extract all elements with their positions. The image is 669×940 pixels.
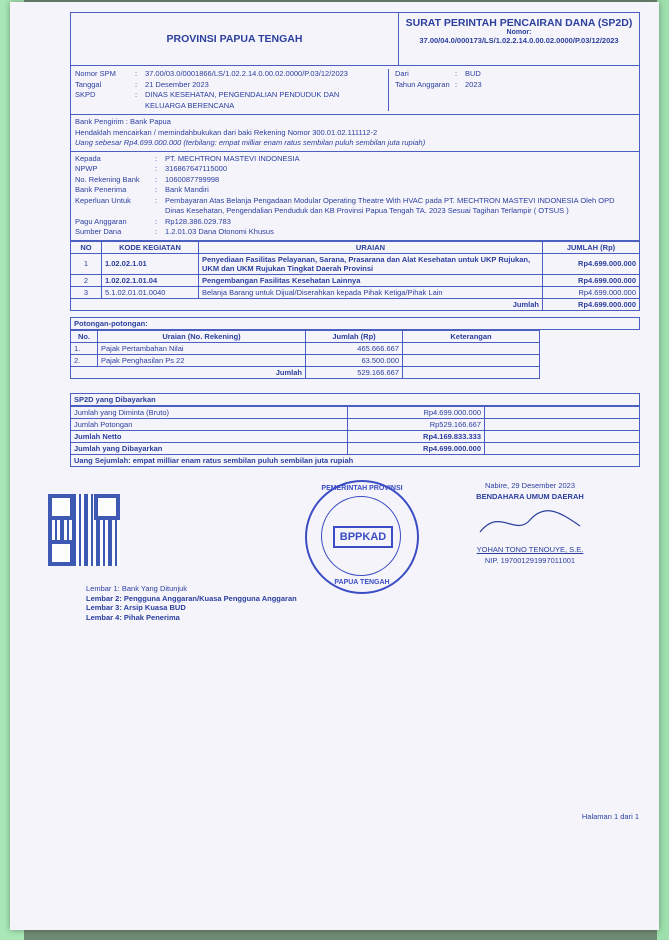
spm-label: Nomor SPM [75,69,116,78]
stamp-bottom-text: PAPUA TENGAH [334,579,390,586]
table-row [71,354,540,366]
table-row [71,274,640,286]
sp2d-title [70,393,640,406]
cell-value: Rp4.699.000.000 [348,442,485,454]
table-row [71,253,640,274]
header [70,12,640,66]
spm-number: 37.00/03.0/0001866/LS/1.02.2.14.0.00.02.0000/P.03/12/2023 [145,69,348,78]
potongan-title [70,317,640,330]
bank-penerima-value: Bank Mandiri [165,185,209,194]
cell-uraian: Pajak Penghasilan Ps 22 [98,354,306,366]
cell-empty [485,406,640,418]
cell-uraian: Pengembangan Fasilitas Kesehatan Lainnya [199,274,543,286]
lembar-list [86,584,297,622]
doc-number-label: Nomor: [506,29,532,36]
tahun-label: Tahun Anggaran [395,79,450,89]
cell-keterangan [403,354,540,366]
table-row [71,418,640,430]
sign-place-date: Nabire, 29 Desember 2023 [484,481,576,490]
official-stamp [305,480,419,594]
cell-kode: 1.02.02.1.01 [102,253,199,274]
total-row [71,366,540,378]
keperluan-value: Pembayaran Atas Belanja Pengadaan Modular Operating Theatre With HVAC pada PT. MECHTRON MASTEVI INDONESIA Oleh OPD Dinas Kesehatan, Pengendalian Penduduk dan KB Provinsi Papua Tengah TA. 2023 Sesuai Tagihan Terlampir ( OTSUS ) [165,195,615,215]
lembar-item: Lembar 4: Pihak Penerima [86,612,180,622]
bank-section [70,115,640,152]
kepada-label: Kepada [75,153,101,163]
cell-kode: 5.1.02.01.01.0040 [102,286,199,298]
terbilang-row [71,454,640,466]
potongan-table [70,330,540,379]
cell-no: 2. [71,354,98,366]
cell-uraian: Pajak Pertambahan Nilai [98,342,306,354]
rekening-value: 1060087799998 [165,174,220,184]
lembar-item: Lembar 2: Pengguna Anggaran/Kuasa Pengguna Anggaran [86,593,297,603]
table-row [71,406,640,418]
cell-jumlah: 63.500.000 [306,354,403,366]
cell-value: Rp529.166.667 [348,418,485,430]
col-keterangan: Keterangan [403,330,540,342]
kepada-value: PT. MECHTRON MASTEVI INDONESIA [165,153,300,163]
col-uraian: Uraian (No. Rekening) [98,330,306,342]
cell-no: 3 [71,286,102,298]
col-jumlah: Jumlah (Rp) [306,330,403,342]
cell-value: Rp4.169.833.333 [348,430,485,442]
cell-label: Jumlah yang Diminta (Bruto) [71,406,348,418]
page-number: Halaman 1 dari 1 [581,812,639,821]
pagu-label: Pagu Anggaran [75,216,127,226]
total-value: 529.166.667 [306,366,403,378]
sign-nip: NIP. 197001291997011001 [484,556,576,565]
doc-title: SURAT PERINTAH PENCAIRAN DANA (SP2D) [405,17,633,29]
bank-line-1: Bank Pengirim : Bank Papua [75,117,171,126]
meta-right: Dari : BUD Tahun Anggaran : 2023 [388,69,635,111]
document-page [10,2,659,930]
sumber-value: 1.2.01.03 Dana Otonomi Khusus [165,227,274,236]
meta-left: Nomor SPM : 37.00/03.0/0001866/LS/1.02.2.14.0.00.02.0000/P.03/12/2023 Tanggal : 21 Desember 2023 SKPD : DINAS KESEHATAN, PENGENDALIAN PENDUDUK DAN KELUARGA BERENCANA [75,69,348,110]
sp2d-document [70,12,640,467]
doc-title-block [399,13,639,65]
recipient-section: Kepada : PT. MECHTRON MASTEVI INDONESIA NPWP : 316867647115000 No. Rekening Bank : 1060087799998 Bank Penerima : Bank Mandiri Keperluan Untuk : Pembayaran Atas Belanja Pengadaan Modular Operating Theatre With HVAC pada PT. MECHTRON MASTEVI INDONESIA Oleh OPD Dinas Kesehatan, Pengendalian Penduduk dan KB Provinsi Papua Tengah TA. 2023 Sesuai Tagihan Terlampir ( OTSUS ) Pagu Anggaran : Rp128.386.029.783 Sumber Dana : 1.2.01.03 Dana Otonomi Khusus [70,152,640,241]
kegiatan-table [70,241,640,311]
cell-uraian: Belanja Barang untuk Dijual/Diserahkan kepada Pihak Ketiga/Pihak Lain [199,286,543,298]
total-label: Jumlah [71,366,306,378]
lembar-item: Lembar 1: Bank Yang Ditunjuk [86,584,188,593]
meta-section [70,66,640,115]
dari-label: Dari [395,69,409,78]
cell-empty [485,430,640,442]
col-jumlah: JUMLAH (Rp) [543,241,640,253]
rekening-label: No. Rekening Bank [75,174,140,184]
cell-jumlah: Rp4.699.000.000 [543,253,640,274]
tanggal-label: Tanggal [75,79,102,89]
table-row [71,342,540,354]
cell-label: Jumlah Netto [71,430,348,442]
dari-value: BUD [465,69,481,78]
signature-block [430,480,630,566]
cell-jumlah: Rp4.699.000.000 [543,274,640,286]
province-title: PROVINSI PAPUA TENGAH [71,13,399,65]
cell-no: 2 [71,274,102,286]
table-row [71,286,640,298]
cell-empty [403,366,540,378]
cell-value: Rp4.699.000.000 [348,406,485,418]
skpd-label: SKPD [75,90,96,99]
sp2d-table [70,406,640,467]
cell-empty [485,418,640,430]
npwp-label: NPWP [75,164,98,173]
skpd-value: DINAS KESEHATAN, PENGENDALIAN PENDUDUK DAN KELUARGA BERENCANA [145,90,340,110]
terbilang-text: Uang Sejumlah: empat milliar enam ratus sembilan puluh sembilan juta rupiah [71,454,640,466]
bank-line-3: Uang sebesar Rp4.699.000.000 (terbilang: empat milliar enam ratus sembilan puluh sembilan juta rupiah) [75,138,426,147]
doc-number: 37.00/04.0/000173/LS/1.02.2.14.0.00.02.0000/P.03/12/2023 [419,36,619,45]
pagu-value: Rp128.386.029.783 [165,216,231,226]
col-no: NO [71,241,102,253]
qr-code [48,494,120,566]
cell-label: Jumlah Potongan [71,418,348,430]
col-uraian: URAIAN [199,241,543,253]
tanggal-value: 21 Desember 2023 [145,79,209,89]
sumber-label: Sumber Dana [75,227,122,236]
table-row [71,442,640,454]
npwp-value: 316867647115000 [165,164,228,173]
cell-jumlah: 465.666.667 [306,342,403,354]
table-row [71,430,640,442]
sp2d-title-text: SP2D yang Dibayarkan [74,394,156,404]
cell-kode: 1.02.02.1.01.04 [102,274,199,286]
keperluan-label: Keperluan Untuk [75,195,131,205]
cell-empty [485,442,640,454]
sign-name: YOHAN TONO TENOUYE, S.E. [476,545,584,554]
bank-line-2: Hendaklah mencairkan / memindahbukukan dari baki Rekening Nomor 300.01.02.111112-2 [75,127,378,137]
potongan-title-text: Potongan-potongan: [74,318,148,328]
cell-no: 1 [71,253,102,274]
tahun-value: 2023 [465,79,482,89]
bank-penerima-label: Bank Penerima [75,185,127,194]
stamp-top-text: PEMERINTAH PROVINSI [321,485,403,492]
sign-role: BENDAHARA UMUM DAERAH [476,492,584,501]
total-value: Rp4.699.000.000 [543,298,640,310]
cell-uraian: Penyediaan Fasilitas Pelayanan, Sarana, Prasarana dan Alat Kesehatan untuk UKP Rujukan, UKM dan UKM Rujukan Tingkat Daerah Provinsi [199,253,543,274]
signature-space [430,502,630,544]
col-kode: KODE KEGIATAN [102,241,199,253]
total-label: Jumlah [71,298,543,310]
cell-jumlah: Rp4.699.000.000 [543,286,640,298]
cell-label: Jumlah yang Dibayarkan [71,442,348,454]
lembar-item: Lembar 3: Arsip Kuasa BUD [86,603,186,612]
cell-no: 1. [71,342,98,354]
stamp-center-text: BPPKAD [333,526,393,548]
total-row [71,298,640,310]
signature-scribble [470,502,590,542]
cell-keterangan [403,342,540,354]
col-no: No. [71,330,98,342]
